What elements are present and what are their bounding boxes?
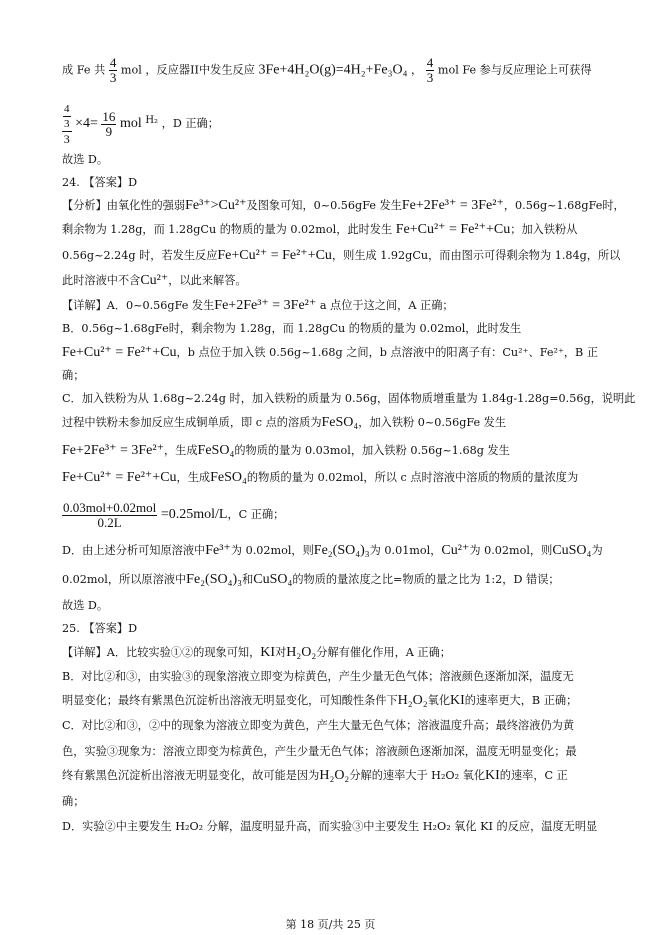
fraction: $\frac{4}{3}$ [109,55,117,85]
text-line: 【详解】A．比较实验①②的现象可知，KI对H₂O₂分解有催化作用，A 正确； [62,645,451,660]
answer-heading: 25. 【答案】D [62,622,138,635]
fraction: $\frac{16}{9}$ [102,108,116,139]
formula: H₂ [145,115,159,126]
text: mol ，反应器II中发生反应 [120,63,255,77]
text-line: B．对比②和③，由实验③的现象溶液立即变为棕黄色，产生少量无色气体；溶液颜色逐渐加深，温度无 [62,670,574,683]
text-line: 过程中铁粉未参加反应生成铜单质，即 c 点的溶质为FeSO₄，加入铁粉 0~0.56gFe 发生 [62,415,507,430]
text-line: 色，实验③现象为：溶液立即变为棕黄色，产生少量无色气体；溶液颜色逐渐加深，温度无明显变化；最 [62,745,577,758]
text: ，D 正确； [161,117,219,130]
text-line: 确； [62,795,85,808]
answer-heading: 24. 【答案】D [62,176,138,189]
text-line: 剩余物为 1.28g，而 1.28gCu 的物质的量为 0.02mol，此时发生 Fe+Cu²⁺ = Fe²⁺+Cu；加入铁粉从 [62,222,578,237]
equation: 3Fe+4H₂O(g)=4H₂+Fe₃O₄ [258,62,408,78]
text-line: 此时溶液中不含Cu²⁺，以此来解答。 [62,273,247,288]
text: mol Fe 参与反应理论上可获得 [437,63,592,77]
text-line [62,96,603,146]
text-line: D．实验②中主要发生 H₂O₂ 分解，温度明显升高，而实验③中主要发生 H₂O₂ 氧化 KI 的反应，温度无明显 [62,820,598,833]
text: ， [411,63,423,77]
fraction: $\frac{\frac{4}{3}}{3}$ [63,103,70,146]
text-line: 故选 D。 [62,153,109,166]
text-line: C．加入铁粉为从 1.68g~2.24g 时，加入铁粉的质量为 0.56g，固体物质增重量为 1.84g-1.28g=0.56g，说明此 [62,392,636,405]
text-line: 明显变化；最终有紫黑色沉淀析出溶液无明显变化，可知酸性条件下H₂O₂氧化KI的速率更大，B 正确； [62,693,578,708]
text-line: 0.02mol，所以原溶液中Fe₂(SO₄)₃和CuSO₄的物质的量浓度之比=物质的量之比为 1:2，D 错误； [62,572,560,587]
unit: mol [119,116,142,131]
text-line: Fe+Cu²⁺ = Fe²⁺+Cu，b 点位于加入铁 0.56g~1.68g 之间，b 点溶液中的阳离子有：Cu²⁺、Fe²⁺，B 正 [62,345,599,360]
text-line: 【分析】由氧化性的强弱Fe³⁺>Cu²⁺及图象可知，0~0.56gFe 发生Fe+2Fe³⁺ = 3Fe²⁺，0.56g~1.68gFe时， [62,198,625,213]
equation: ×4= [75,116,98,131]
text-line: Fe+Cu²⁺ = Fe²⁺+Cu，生成FeSO₄的物质的量为 0.02mol，所以 c 点时溶液中溶质的物质的量浓度为 [62,470,579,485]
text-line: 终有紫黑色沉淀析出溶液无明显变化，故可能是因为H₂O₂分解的速率大于 H₂O₂ 氧化KI的速率，C 正 [62,768,568,783]
text-line: C．对比②和③，②中的现象为溶液立即变为黄色，产生大量无色气体；溶液温度升高；最终溶液仍为黄 [62,719,575,732]
text-line: B．0.56g~1.68gFe时，剩余物为 1.28g，而 1.28gCu 的物质的量为 0.02mol，此时发生 [62,322,522,335]
text: 成 Fe 共 [62,63,106,77]
text-line [62,56,603,85]
text-line: 故选 D。 [62,599,109,612]
text-line: 【详解】A．0~0.56gFe 发生Fe+2Fe³⁺ = 3Fe²⁺ a 点位于这之间，A 正确； [62,298,454,313]
page-footer: 第 18 页/共 25 页 [285,918,376,931]
text-line: 确； [62,369,85,382]
fraction: $\frac{4}{3}$ [426,55,434,85]
text-line: D．由上述分析可知原溶液中Fe³⁺为 0.02mol，则Fe₂(SO₄)₃为 0.01mol，Cu²⁺为 0.02mol，则CuSO₄为 [62,543,603,558]
fraction: $\frac{\text{0.03mol+0.02mol}}{0.2L}$ [63,499,157,530]
text-line: Fe+2Fe³⁺ = 3Fe²⁺，生成FeSO₄的物质的量为 0.03mol，加入铁粉 0.56g~1.68g 发生 [62,443,510,458]
text-line: $\frac{\text{0.03mol+0.02mol}}{0.2L}$ =0.25mol/L，C 正确； [63,499,285,530]
compound-numerator: $\frac{4}{3}$ [64,103,70,130]
text-line: 0.56g~2.24g 时，若发生反应Fe+Cu²⁺ = Fe²⁺+Cu，则生成 1.92gCu，而由图示可得剩余物为 1.84g，所以 [62,248,621,263]
